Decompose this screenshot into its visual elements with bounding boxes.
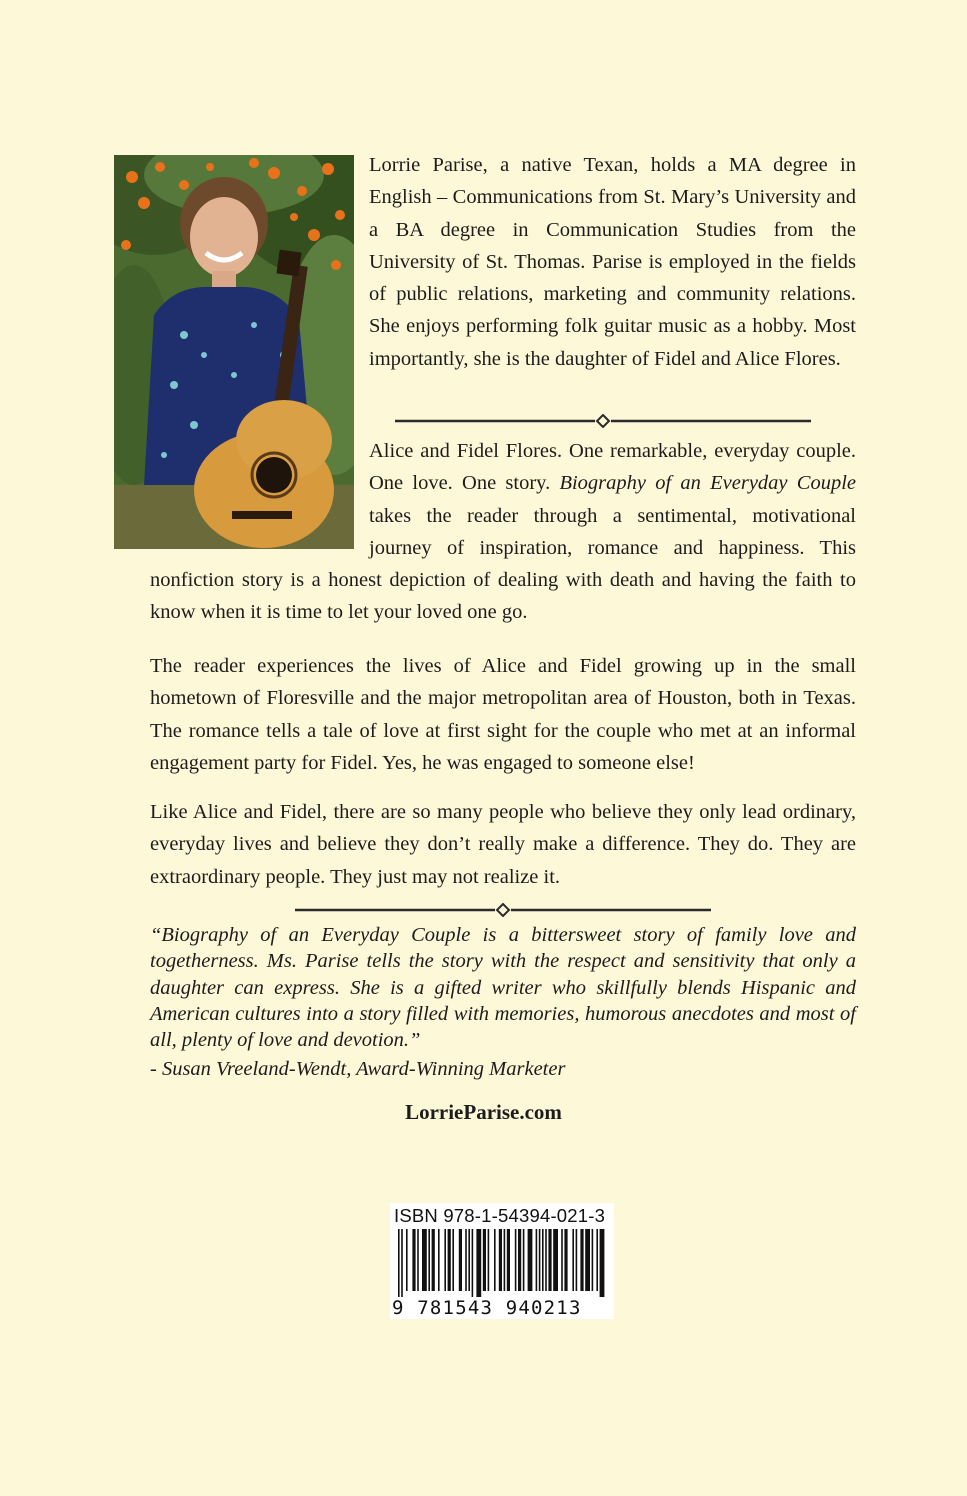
ornamental-divider	[395, 414, 811, 428]
barcode-bar	[476, 1229, 481, 1297]
barcode-bar	[585, 1229, 590, 1291]
barcode-bar	[452, 1229, 454, 1291]
isbn-barcode	[390, 1203, 614, 1319]
barcode-bar	[592, 1229, 594, 1291]
review-attribution: - Susan Vreeland-Wendt, Award-Winning Marketer	[150, 1058, 566, 1080]
barcode-bars	[398, 1229, 606, 1297]
barcode-bar	[542, 1229, 544, 1291]
barcode-bar	[406, 1229, 408, 1291]
barcode-bar	[576, 1229, 578, 1291]
barcode-bar	[548, 1229, 551, 1291]
barcode-bar	[428, 1229, 430, 1291]
barcode-bar	[504, 1229, 506, 1291]
barcode-bar	[472, 1229, 474, 1297]
barcode-bar	[444, 1229, 446, 1291]
closing-paragraph: Like Alice and Fidel, there are so many people who believe they only lead ordinary, everyday lives and believe they don’t really make a difference. They do. They are extraordinary people. They just may not realize it.	[150, 801, 856, 888]
barcode-bar	[507, 1229, 510, 1291]
ornamental-divider	[295, 903, 711, 917]
barcode-bar	[545, 1229, 547, 1291]
barcode-bar	[539, 1229, 541, 1291]
barcode-bar	[417, 1229, 419, 1291]
barcode-bar	[518, 1229, 521, 1291]
story-paragraph: The reader experiences the lives of Alice and Fidel growing up in the small hometown of Floresville and the major metropolitan area of Houston, both in Texas. The romance tells a tale of love at first sight for the couple who met at an informal engagement party for Fidel. Yes, he was engaged to someone else!	[150, 655, 856, 774]
barcode-bar	[483, 1229, 486, 1291]
isbn-digits: 9 781543 940213	[392, 1297, 582, 1319]
barcode-bar	[515, 1229, 517, 1291]
barcode-bar	[465, 1229, 467, 1291]
barcode-bar	[468, 1229, 470, 1291]
barcode-bar	[488, 1229, 490, 1291]
review-quote: “Biography of an Everyday Couple is a bittersweet story of family love and togetherness. Ms. Parise tells the story with the respect and sensitivity that only a daughter can express. She is a gifted writer who skillfully blends Hispanic and American cultures into a story filled with memories, humorous anecdotes and most of all, plenty of love and devotion.”	[150, 924, 856, 1052]
barcode-bar	[564, 1229, 567, 1291]
barcode-bar	[572, 1229, 574, 1291]
isbn-label: ISBN 978-1-54394-021-3	[394, 1205, 606, 1226]
barcode-bar	[422, 1229, 427, 1291]
book-title: Biography of an Everyday Couple	[559, 472, 856, 495]
book-summary: Alice and Fidel Flores. One remarkable, everyday couple. One love. One story. Biography of an Everyday Couple takes the reader through a sentimental, motivational journey of inspiration, romance and happiness. This nonfiction story is a honest depiction of dealing with death and having the faith to know when it is time to let your loved one go.	[150, 440, 856, 624]
barcode-bar	[528, 1229, 533, 1291]
barcode-bar	[596, 1229, 598, 1291]
barcode-bar	[499, 1229, 502, 1291]
barcode-bar	[398, 1229, 400, 1297]
website-link[interactable]: LorrieParise.com	[405, 1100, 562, 1124]
barcode-bar	[438, 1229, 440, 1291]
barcode-bar	[553, 1229, 558, 1291]
barcode-bar	[412, 1229, 415, 1291]
barcode-bar	[580, 1229, 583, 1291]
barcode-bar	[523, 1229, 525, 1291]
barcode-bar	[494, 1229, 496, 1291]
barcode-bar	[401, 1229, 403, 1297]
barcode-bar	[448, 1229, 451, 1291]
barcode-bar	[561, 1229, 563, 1291]
barcode-bar	[459, 1229, 462, 1291]
barcode-bar	[536, 1229, 538, 1291]
barcode-bar	[432, 1229, 435, 1291]
author-bio: Lorrie Parise, a native Texan, holds a MA degree in English – Communications from St. Mary’s University and a BA degree in Communication Studies from the University of St. Thomas. Parise is employed in the fields of public relations, marketing and community relations. She enjoys performing folk guitar music as a hobby. Most importantly, she is the daughter of Fidel and Alice Flores.	[369, 154, 856, 370]
barcode-bar	[600, 1229, 605, 1297]
